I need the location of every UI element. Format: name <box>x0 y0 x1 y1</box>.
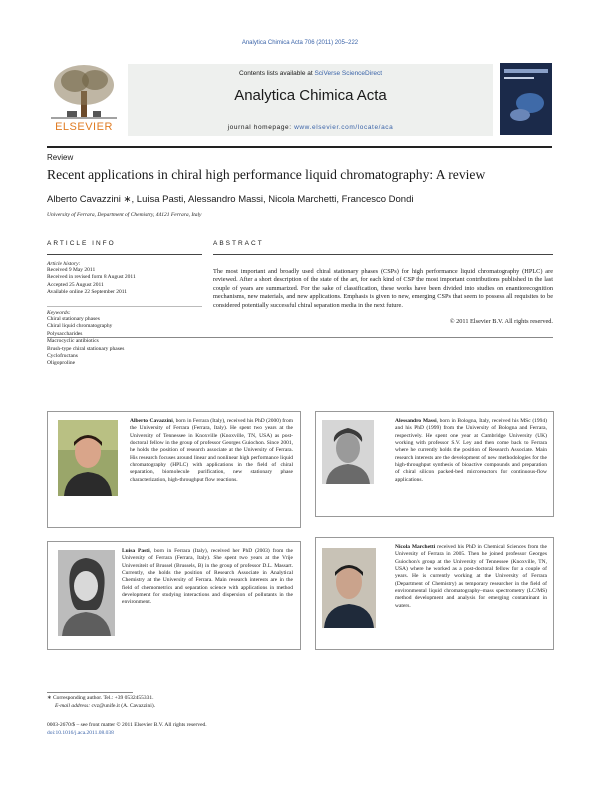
history-label: Article history: <box>47 261 81 267</box>
email-address[interactable]: cvz@unife.it (A. Cavazzini). <box>90 702 156 709</box>
footnote-block <box>47 695 447 710</box>
abstract-rule <box>213 254 553 255</box>
keyword: Chiral stationary phases <box>47 316 100 322</box>
bio-text <box>130 418 293 484</box>
keyword: Cyclofructans <box>47 353 78 360</box>
author-list: Alberto Cavazzini ∗, Luisa Pasti, Alessandro Massi, Nicola Marchetti, Francesco Dondi <box>47 194 414 205</box>
bio-name: Alessandro Massi <box>395 418 437 424</box>
article-history <box>47 261 202 297</box>
author-photo <box>58 420 118 496</box>
journal-title: Analytica Chimica Acta <box>234 87 387 104</box>
history-item: Received in revised form 8 August 2011 <box>47 274 136 281</box>
homepage-link[interactable]: www.elsevier.com/locate/aca <box>294 124 394 131</box>
author-photo <box>58 550 115 636</box>
bio-body: , born in Ferrara (Italy), received his PhD (2000) from the University of Ferrara (Ferrara, Italy). He spent two years at the University of Tennessee in Knoxville (Knoxville, TN, USA) as post-doctoral fellow in the group of professor Georges Guiochon. Since 2001, he holds the position of research associate at the University of Ferrara. His research focuses around linear and nonlinear high performance liquid chromatography (HPLC) with applications in the field of chiral separation, biomolecule purification, new stationary phase characterization, high-throughput flow reactions. <box>130 418 293 483</box>
keywords-block <box>47 310 202 368</box>
bio-name: Nicola Marchetti <box>395 544 436 550</box>
bio-body: , born in Bologna, Italy, received his MSc (1994) and his PhD (1999) from the University of Bologna and Ferrara, respectively. He spent one year at Cambridge University (UK) working with professor S.V. Ley and then come back to Ferrara where he currently holds the position of Research Associate. Main research interests are the development of new methodologies for the high-throughput synthesis of bioactive compounds and preparation of chiral silicon packed-bed microreactors for continuous-flow applications. <box>395 418 547 483</box>
article-info-heading: ARTICLE INFO <box>47 240 116 247</box>
keyword: Macrocyclic antibiotics <box>47 338 99 345</box>
abstract-text: The most important and broadly used chiral stationary phases (CSPs) for high performance liquid chromatography (HPLC) are reviewed. After a short description of the state of the art, for each kind of CSP the most important contributions published in the last couple of years are summarized. For the sake of classification, these works have been divided into studies on enantiorecognition mechanisms, new materials, and new applications. Emphasis is given to new, emerging CSPs that seem to possess all requisites to be considered potentially successful chiral separation media in the next future. <box>213 268 553 309</box>
copyright: © 2011 Elsevier B.V. All rights reserved. <box>449 318 553 325</box>
header-rule <box>47 146 552 148</box>
sciencedirect-link[interactable]: SciVerse ScienceDirect <box>314 70 383 77</box>
issn-line: 0003-2670/$ – see front matter © 2011 Elsevier B.V. All rights reserved. <box>47 722 207 728</box>
author-bio-card <box>315 411 554 517</box>
email-line <box>47 703 447 711</box>
keyword: Polysaccharides <box>47 330 83 337</box>
history-item: Available online 22 September 2011 <box>47 289 128 296</box>
info-rule <box>47 254 202 255</box>
contents-line <box>128 70 493 77</box>
author-photo <box>322 548 376 628</box>
keyword: Brush-type chiral stationary phases <box>47 345 125 352</box>
author-affiliation: University of Ferrara, Department of Chemistry, 44121 Ferrara, Italy <box>47 212 202 218</box>
author-bio-card <box>47 541 301 650</box>
email-label: E-mail address: <box>55 702 91 709</box>
corresponding-author: ∗ Corresponding author. Tel.: +39 0532455331. <box>47 695 154 701</box>
contents-prefix: Contents lists available at <box>238 70 315 77</box>
bio-text <box>122 548 293 607</box>
journal-homepage <box>128 124 493 131</box>
journal-cover-thumbnail <box>500 63 552 135</box>
abstract-bottom-rule <box>47 337 553 338</box>
keywords-label: Keywords: <box>47 310 71 316</box>
doi-link[interactable]: doi:10.1016/j.aca.2011.08.038 <box>47 729 114 736</box>
author-photo <box>322 420 374 484</box>
history-item: Received 9 May 2011 <box>47 267 96 273</box>
keyword: Oligoproline <box>47 360 76 367</box>
publisher-name: ELSEVIER <box>55 121 113 133</box>
journal-reference[interactable]: Analytica Chimica Acta 706 (2011) 205–222 <box>241 40 359 46</box>
article-section: Review <box>47 153 74 162</box>
author-bio-card <box>315 537 554 650</box>
bio-body: received his PhD in Chemical Sciences from the University of Ferrara in 2005. Then he joined professor Georges Guiochon's group at the University of Tennessee (Knoxville, TN, USA) where he worked as a post-doctoral fellow for a couple of years. He is currently working at the University of Ferrara (Department of Chemistry) as temporary researcher in the field of environmental liquid chromatography–mass spectrometry (LC/MS) method development and analysis for emerging contaminant in waters. <box>395 544 547 609</box>
bio-body: , born in Ferrara (Italy), received her PhD (2003) from the University of Ferrara (Ferrara, Italy). She spent two years at the Vrije Universiteit of Brussel (Brussels, B) in the group of professor D.L. Massart. Currently, she holds the position of Research Associate in Analytical Chemistry at the University of Ferrara. Main research interests are in the field of chemometrics and separation science with applications in method development for studying interactions and dispersion of pollutants in the environment. <box>122 548 293 606</box>
bio-text <box>395 418 547 484</box>
footnote-rule <box>47 692 133 693</box>
article-title: Recent applications in chiral high performance liquid chromatography: A review <box>47 167 486 182</box>
bio-name: Alberto Cavazzini <box>130 418 173 424</box>
publication-info <box>47 722 447 737</box>
history-item: Accepted 25 August 2011 <box>47 281 104 288</box>
bio-text <box>395 544 547 610</box>
keyword: Chiral liquid chromatography <box>47 323 113 330</box>
bio-name: Luisa Pasti <box>122 548 150 554</box>
homepage-prefix: journal homepage: <box>227 124 295 131</box>
keywords-rule <box>47 306 202 307</box>
abstract-heading: ABSTRACT <box>213 240 264 247</box>
elsevier-tree-logo <box>47 63 121 125</box>
author-bio-card <box>47 411 301 528</box>
